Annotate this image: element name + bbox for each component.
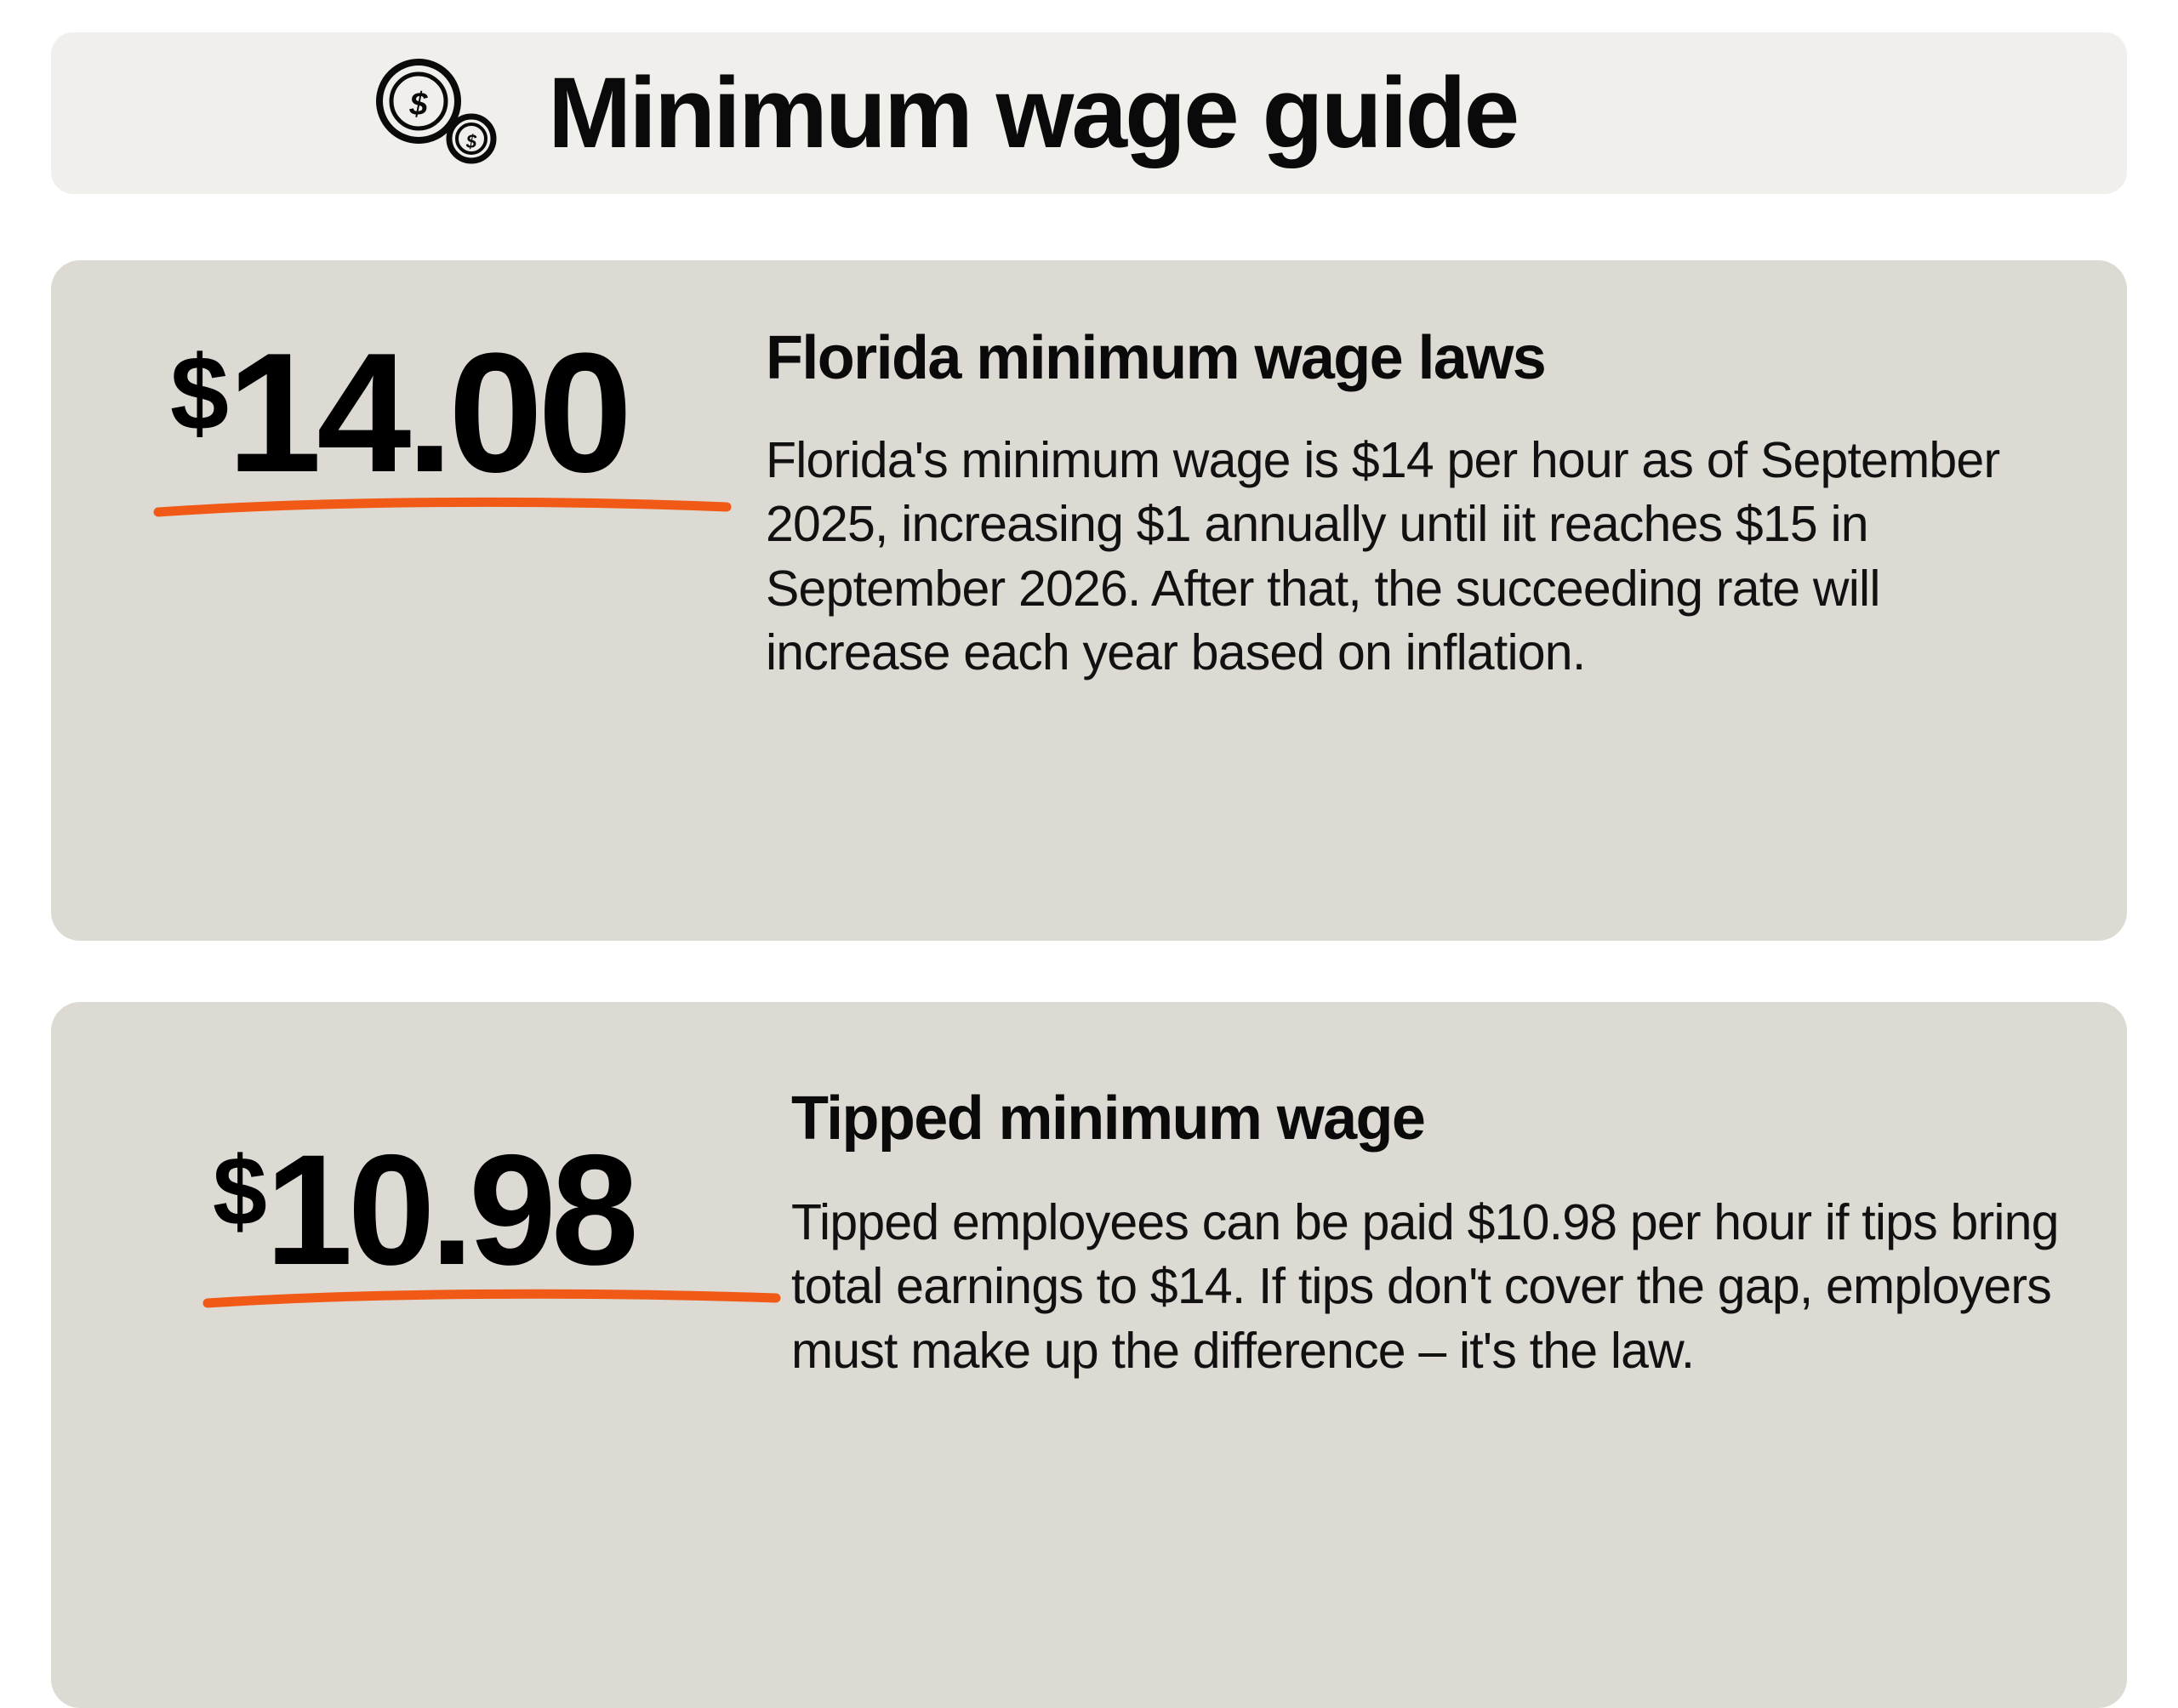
- wage-card-tipped: [51, 1002, 2127, 1708]
- header-card: [51, 32, 2127, 194]
- accent-underline: [202, 1288, 781, 1310]
- card-body: Florida's minimum wage is $14 per hour as of September 2025, increasing $1 annually until iit reaches $15 in September 2026. After that, the succeeding rate will increase each year based on inflation.: [766, 431, 2000, 681]
- card-text: [791, 1080, 2059, 1383]
- card-heading: Tipped minimum wage: [791, 1085, 1425, 1153]
- svg-text:$: $: [465, 131, 477, 152]
- amount-block: [119, 1080, 791, 1310]
- wage-card-florida: [51, 260, 2127, 941]
- svg-text:$: $: [409, 87, 428, 122]
- amount-number: 14.00: [226, 318, 628, 508]
- amount-value: [170, 318, 628, 508]
- amount-value: [213, 1123, 634, 1298]
- currency-symbol: $: [170, 335, 227, 453]
- card-body: Tipped employees can be paid $10.98 per hour if tips bring total earnings to $14. If tips don't cover the gap, employers must make up the difference – it's the law.: [791, 1193, 2059, 1379]
- card-text: [766, 320, 2059, 686]
- card-heading: Florida minimum wage laws: [766, 324, 1546, 392]
- coins-icon: [366, 54, 519, 173]
- accent-underline: [153, 497, 732, 519]
- amount-block: [119, 320, 766, 519]
- currency-symbol: $: [213, 1137, 265, 1247]
- page-title: Minimum wage guide: [548, 57, 1518, 169]
- amount-number: 10.98: [265, 1123, 634, 1298]
